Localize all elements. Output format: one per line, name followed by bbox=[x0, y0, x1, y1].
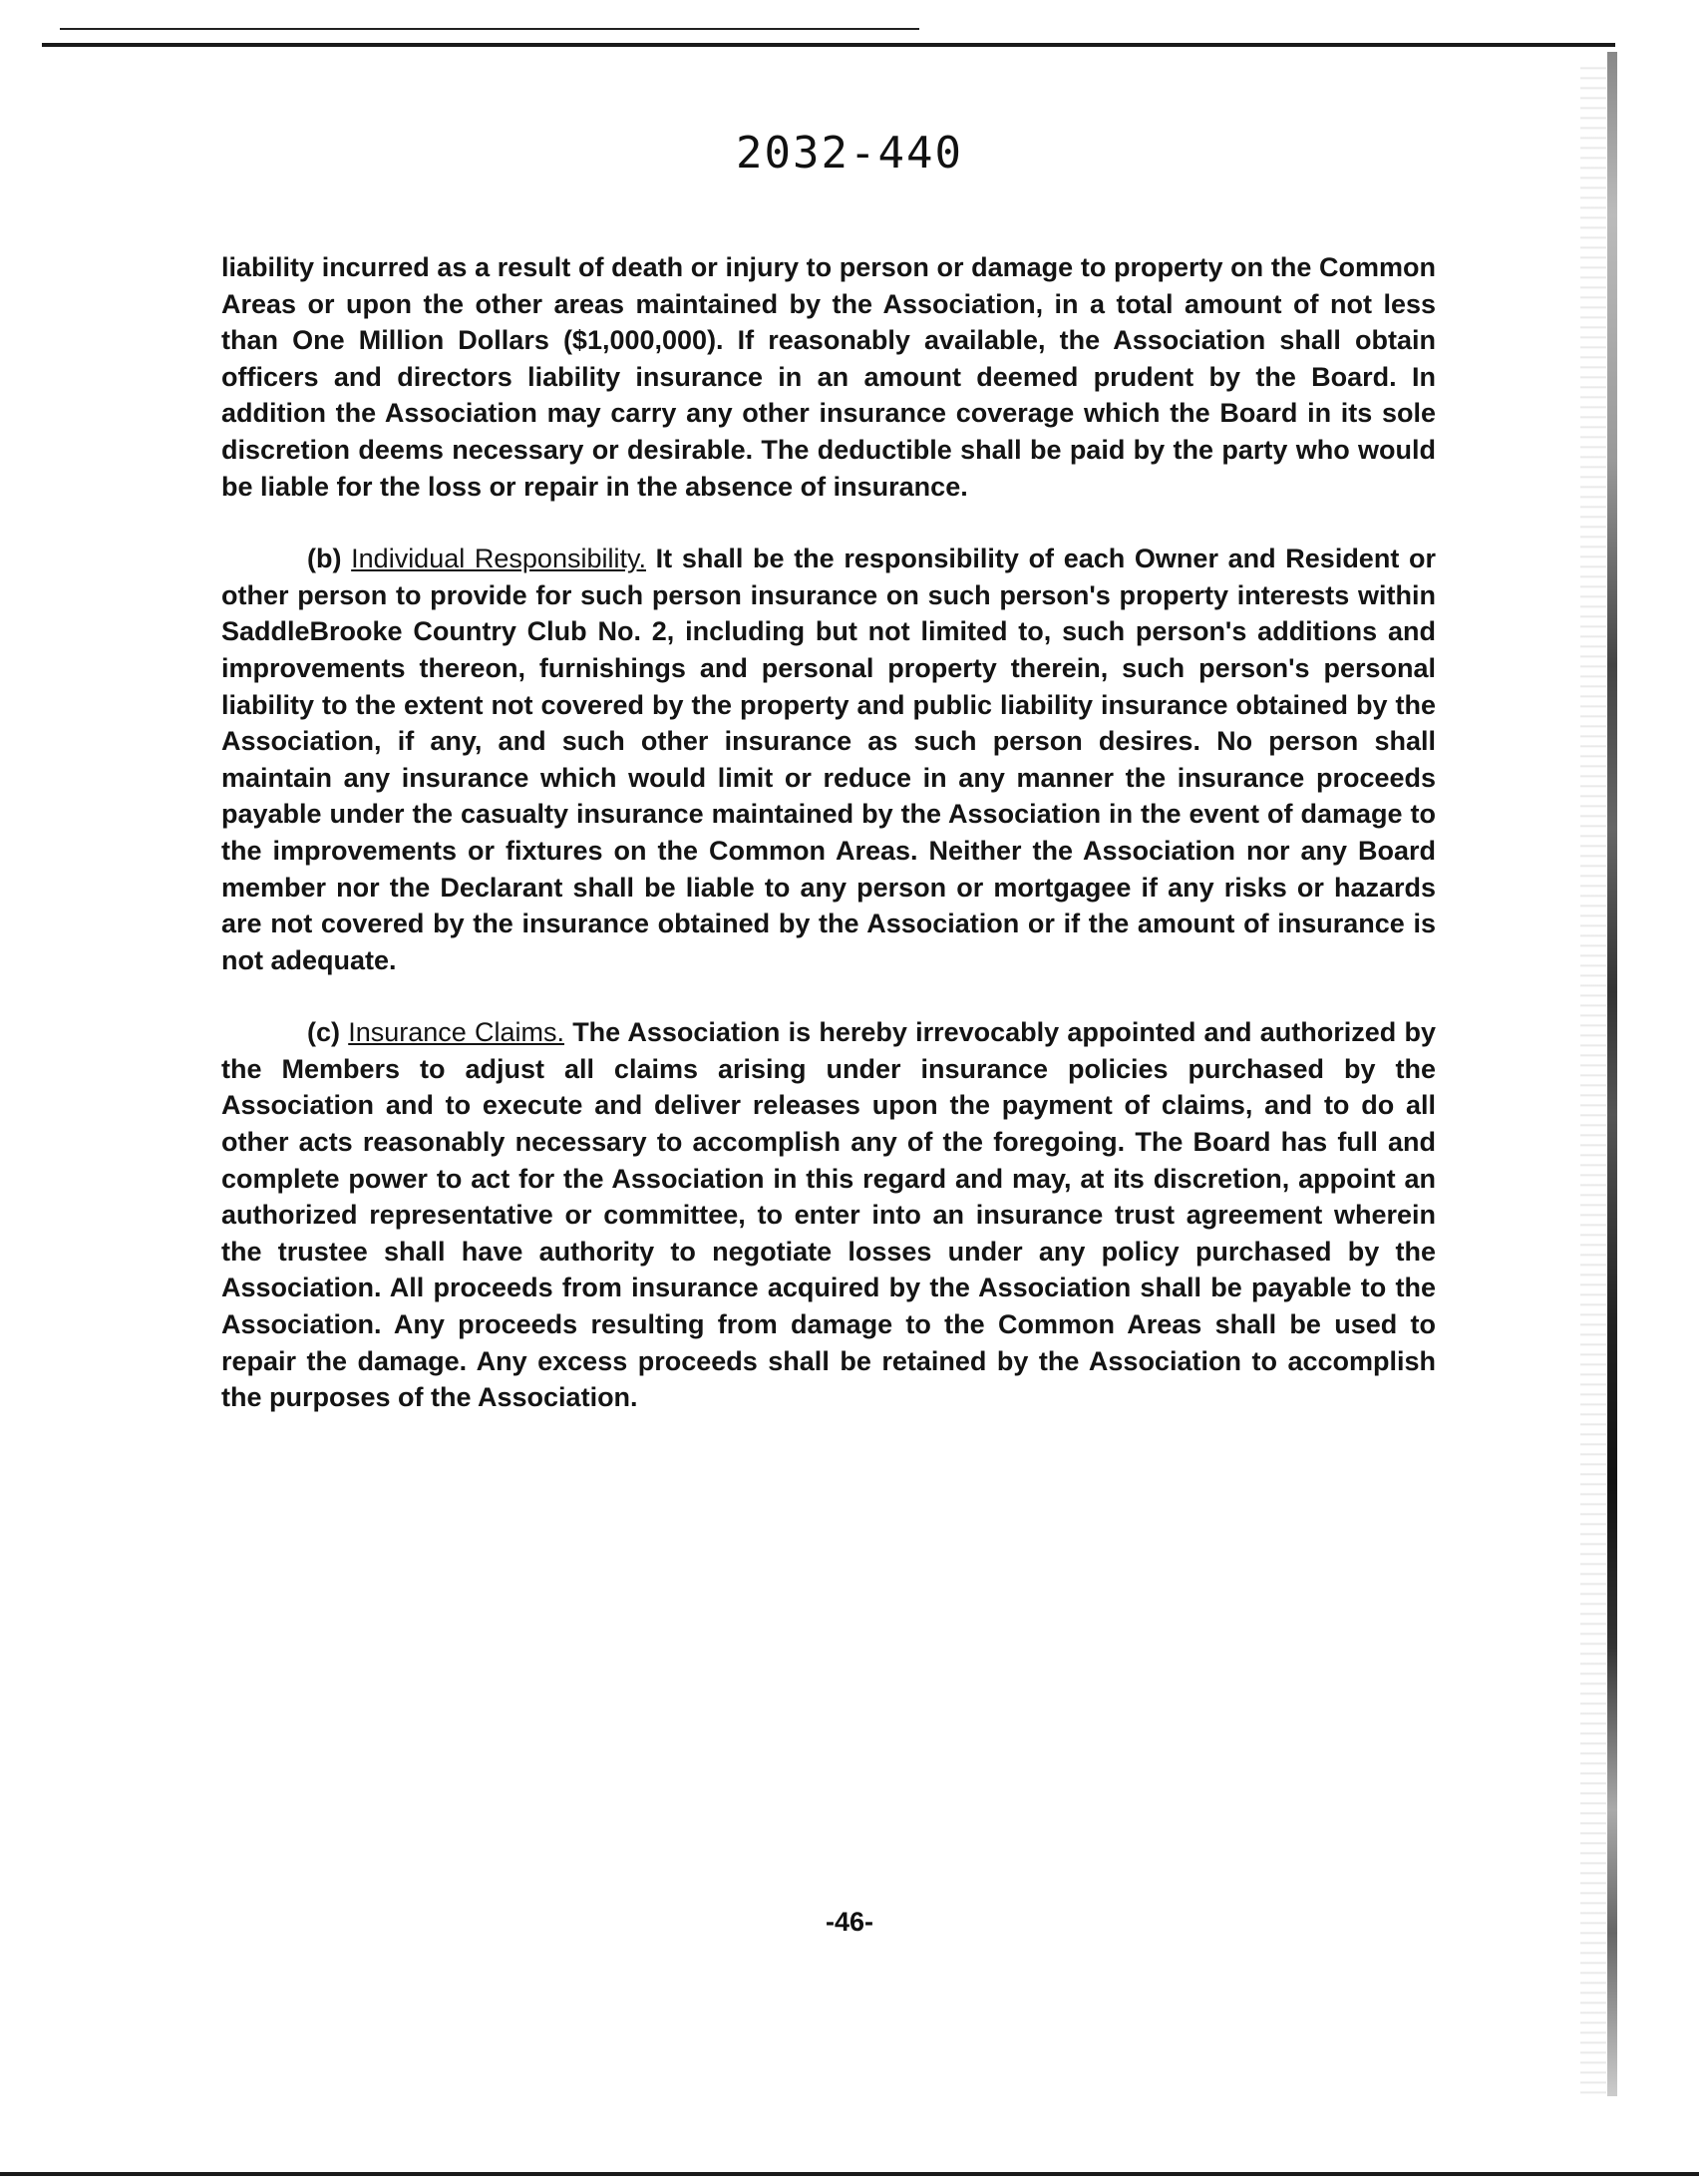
scan-top-rule-short bbox=[60, 28, 919, 30]
paragraph-c-heading: Insurance Claims. bbox=[348, 1017, 564, 1048]
paragraph-c bbox=[221, 1014, 1436, 1416]
scan-edge-speckle bbox=[1580, 60, 1606, 2094]
document-number: 2032-440 bbox=[736, 128, 963, 179]
paragraph-c-label: (c) bbox=[307, 1017, 340, 1048]
paragraph-b bbox=[221, 541, 1436, 978]
document-body bbox=[221, 249, 1436, 1452]
paragraph-b-heading: Individual Responsibility. bbox=[351, 544, 646, 574]
scan-bottom-rule bbox=[0, 2172, 1699, 2176]
scan-right-edge bbox=[1607, 52, 1617, 2096]
page-number: -46- bbox=[825, 1907, 873, 1937]
paragraph-b-text: It shall be the responsibility of each Owner and Resident or other person to provide for such person insurance on such person's property interests within SaddleBrooke Country Club No. 2, including but not limited to, such person's additions and improvements thereon, furnishings and personal property therein, such person's personal liability to the extent not covered by the property and public liability insurance obtained by the Association, if any, and such other insurance as such person desires. No person shall maintain any insurance which would limit or reduce in any manner the insurance proceeds payable under the casualty insurance maintained by the Association in the event of damage to the improvements or fixtures on the Common Areas. Neither the Association nor any Board member nor the Declarant shall be liable to any person or mortgagee if any risks or hazards are not covered by the insurance obtained by the Association or if the amount of insurance is not adequate. bbox=[221, 544, 1436, 975]
paragraph-a-continuation: liability incurred as a result of death or injury to person or damage to property on the Common Areas or upon the other areas maintained by the Association, in a total amount of not less than One Million Dollars ($1,000,000). If reasonably available, the Association shall obtain officers and directors liability insurance in an amount deemed prudent by the Board. In addition the Association may carry any other insurance coverage which the Board in its sole discretion deems necessary or desirable. The deductible shall be paid by the party who would be liable for the loss or repair in the absence of insurance. bbox=[221, 252, 1436, 502]
paragraph-b-label: (b) bbox=[307, 544, 342, 574]
paragraph-c-text: The Association is hereby irrevocably appointed and authorized by the Members to adjust all claims arising under insurance policies purchased by the Association and to execute and deliver releases upon the payment of claims, and to do all other acts reasonably necessary to accomplish any of the foregoing. The Board has full and complete power to act for the Association in this regard and may, at its discretion, appoint an authorized representative or committee, to enter into an insurance trust agreement wherein the trustee shall have authority to negotiate losses under any policy purchased by the Association. All proceeds from insurance acquired by the Association shall be payable to the Association. Any proceeds resulting from damage to the Common Areas shall be used to repair the damage. Any excess proceeds shall be retained by the Association to accomplish the purposes of the Association. bbox=[221, 1017, 1436, 1413]
scan-top-rule bbox=[42, 43, 1615, 47]
